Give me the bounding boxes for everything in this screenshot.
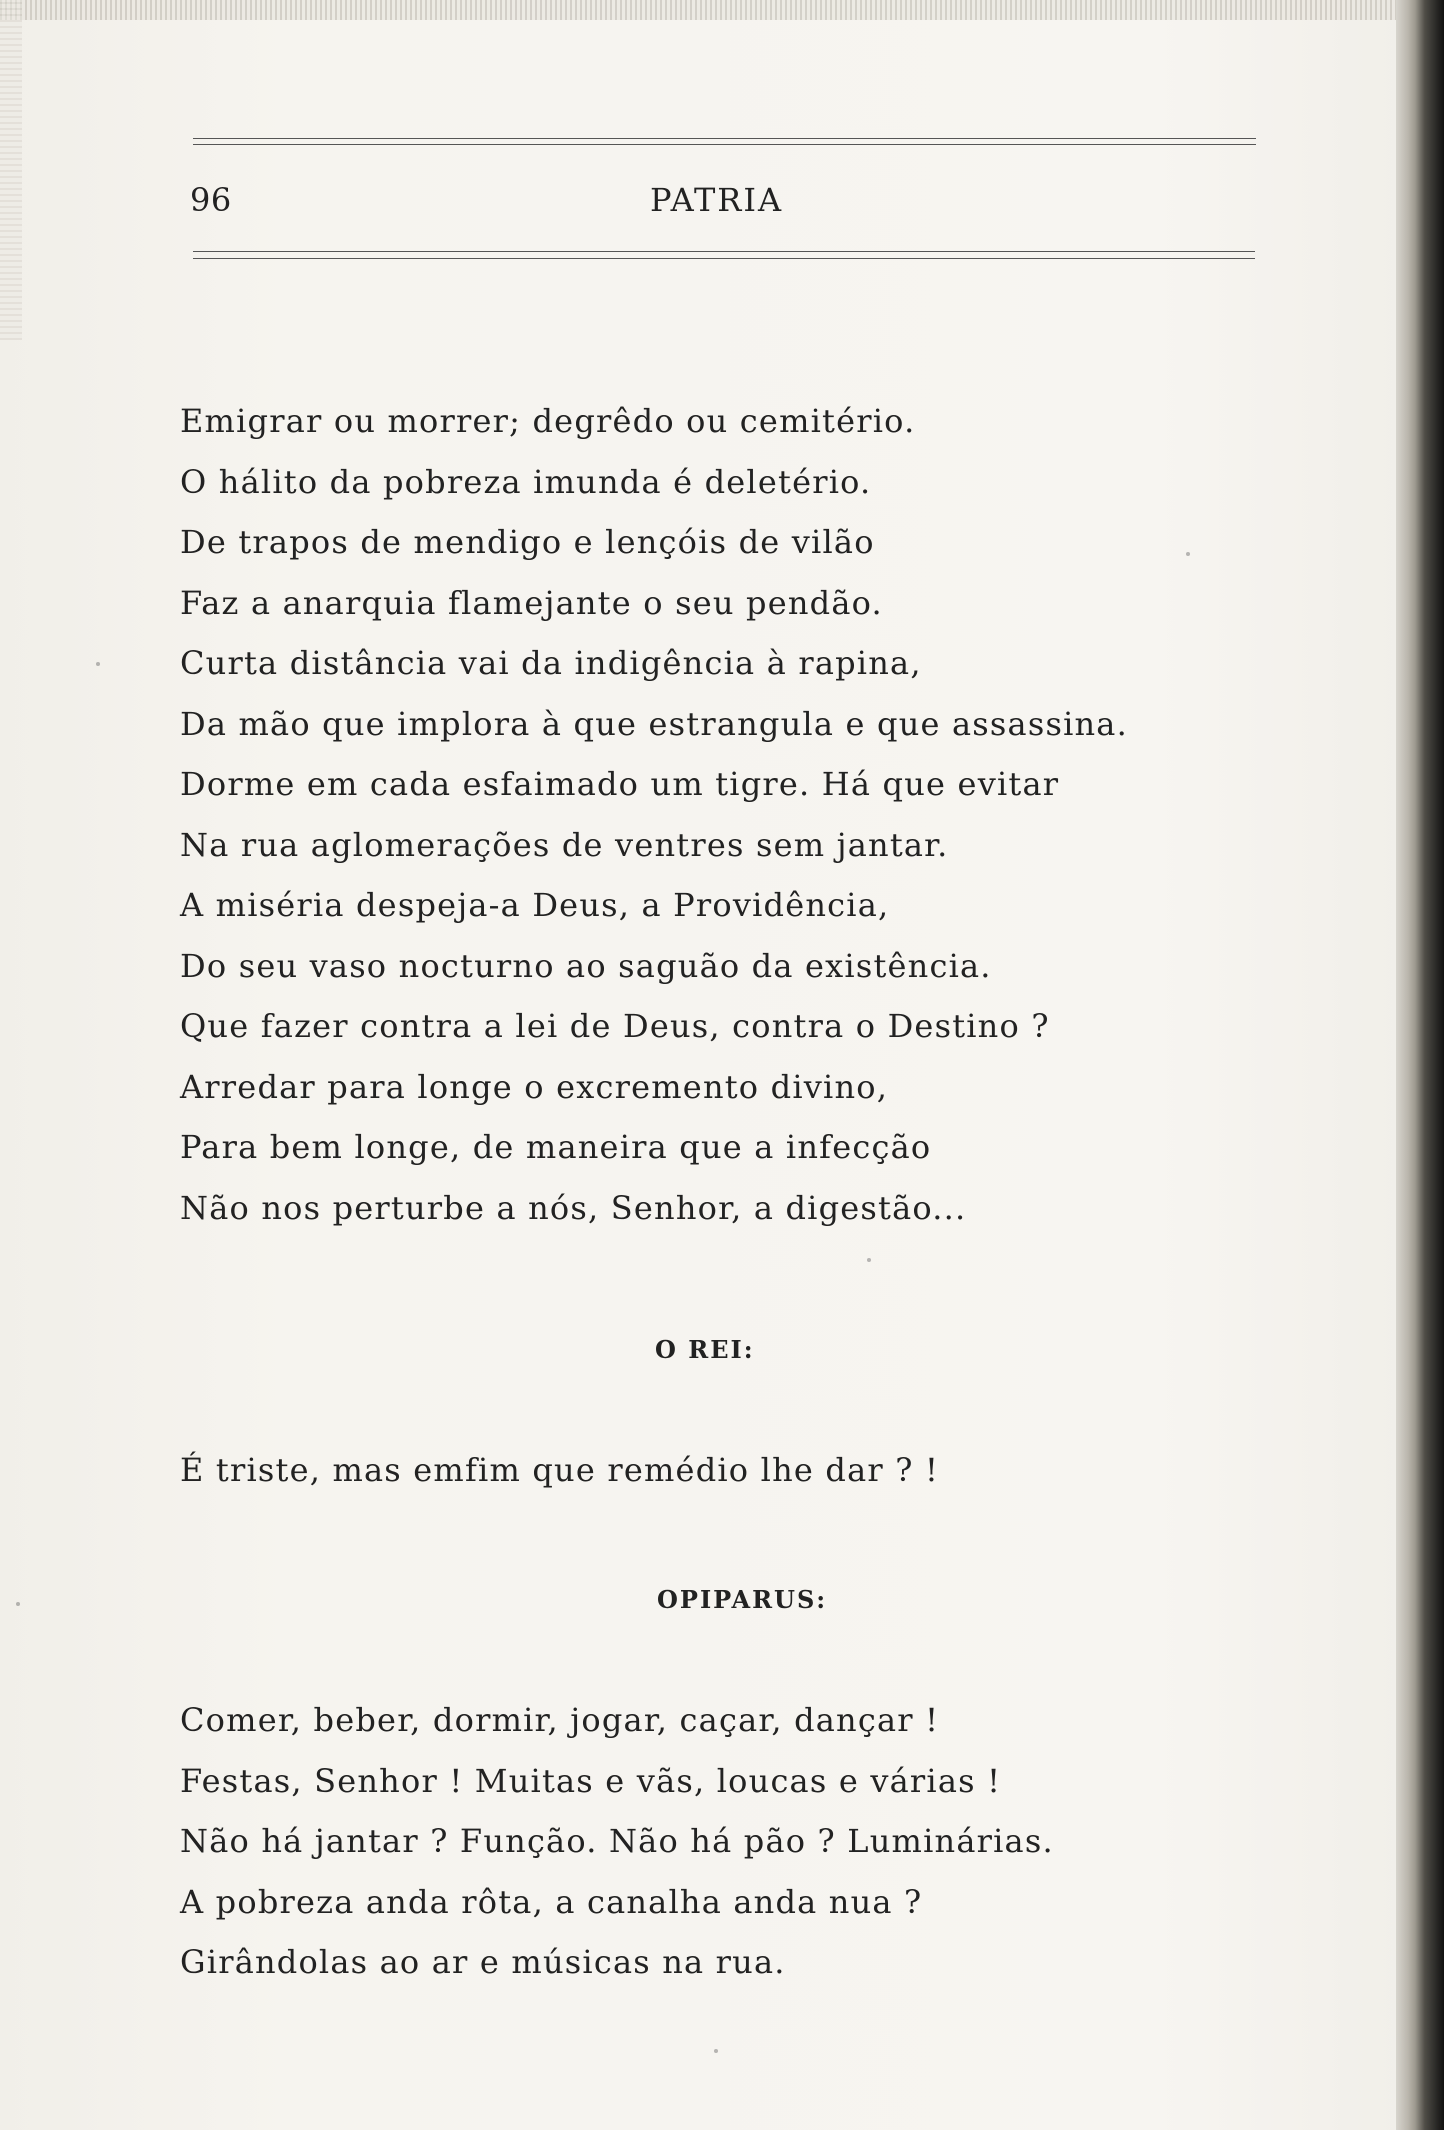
ink-spot <box>16 1602 20 1606</box>
verse-line: Festas, Senhor ! Muitas e vãs, loucas e várias ! <box>180 1761 1002 1800</box>
ink-spot <box>96 662 100 666</box>
verse-line: Arredar para longe o excremento divino, <box>180 1067 889 1106</box>
verse-line: Do seu vaso nocturno ao saguão da existência. <box>180 946 992 985</box>
book-binding-edge <box>1396 0 1444 2130</box>
verse-line: De trapos de mendigo e lençóis de vilão <box>180 523 875 561</box>
verse-line: O hálito da pobreza imunda é deletério. <box>180 462 872 501</box>
stanza-2 <box>180 1440 939 1501</box>
left-scan-noise <box>0 0 22 340</box>
verse-line: Que fazer contra a lei de Deus, contra o Destino ? <box>180 1007 1050 1045</box>
ink-spot <box>1186 552 1190 556</box>
verse-line: Não nos perturbe a nós, Senhor, a digestão... <box>180 1188 967 1227</box>
stanza-1 <box>180 391 1128 1238</box>
verse-line: Dorme em cada esfaimado um tigre. Há que evitar <box>180 765 1060 803</box>
verse-line: Na rua aglomerações de ventres sem jantar. <box>180 825 949 864</box>
stanza-3 <box>180 1690 1054 1993</box>
ink-spot <box>714 2049 718 2053</box>
verse-line: É triste, mas emfim que remédio lhe dar ? ! <box>180 1451 940 1489</box>
speaker-heading-o-rei: O REI: <box>655 1335 755 1364</box>
page-number: 96 <box>190 181 232 219</box>
header-top-rule <box>193 138 1256 145</box>
verse-line: Comer, beber, dormir, jogar, caçar, dançar ! <box>180 1701 940 1739</box>
verse-line: A pobreza anda rôta, a canalha anda nua ? <box>180 1882 923 1921</box>
verse-line: Não há jantar ? Função. Não há pão ? Luminárias. <box>180 1822 1054 1860</box>
verse-line: Para bem longe, de maneira que a infecção <box>180 1128 932 1166</box>
verse-line: Girândolas ao ar e músicas na rua. <box>180 1943 786 1981</box>
verse-line: A miséria despeja-a Deus, a Providência, <box>180 886 890 924</box>
verse-line: Da mão que implora à que estrangula e que assassina. <box>180 704 1128 743</box>
verse-line: Faz a anarquia flamejante o seu pendão. <box>180 583 883 622</box>
ink-spot <box>867 1258 871 1262</box>
running-head: PATRIA <box>650 181 784 219</box>
top-scan-noise <box>0 0 1444 20</box>
speaker-heading-opiparus: OPIPARUS: <box>657 1585 828 1614</box>
verse-line: Emigrar ou morrer; degrêdo ou cemitério. <box>180 402 916 440</box>
header-bottom-rule <box>193 251 1255 259</box>
verse-line: Curta distância vai da indigência à rapina, <box>180 644 922 682</box>
